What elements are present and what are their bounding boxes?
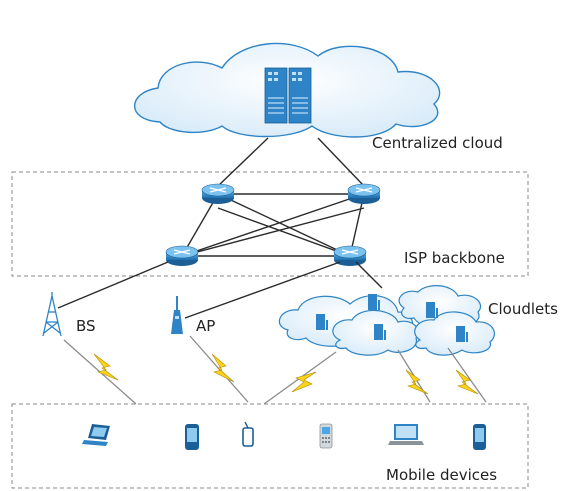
phone-icon: [320, 424, 332, 448]
bs-label: BS: [76, 317, 96, 335]
router-icon: [166, 246, 198, 266]
centralized-cloud-label: Centralized cloud: [372, 134, 503, 152]
cloudlets-label: Cloudlets: [488, 300, 558, 318]
router-icon: [202, 184, 234, 204]
laptop-icon: [82, 424, 110, 446]
router-icon: [348, 184, 380, 204]
phone-icon: [243, 422, 253, 446]
phone-icon: [473, 424, 486, 450]
access-point-icon: [171, 296, 183, 334]
backbone-links: [182, 194, 364, 256]
cloud-uplinks: [218, 138, 364, 186]
isp-backbone-label: ISP backbone: [404, 249, 505, 267]
ap-label: AP: [196, 317, 216, 335]
mobile-devices-label: Mobile devices: [386, 466, 498, 484]
phone-icon: [185, 424, 199, 450]
cloudlets-cluster: [279, 286, 494, 355]
laptop-icon: [388, 424, 424, 445]
cell-tower-icon: [43, 292, 61, 336]
